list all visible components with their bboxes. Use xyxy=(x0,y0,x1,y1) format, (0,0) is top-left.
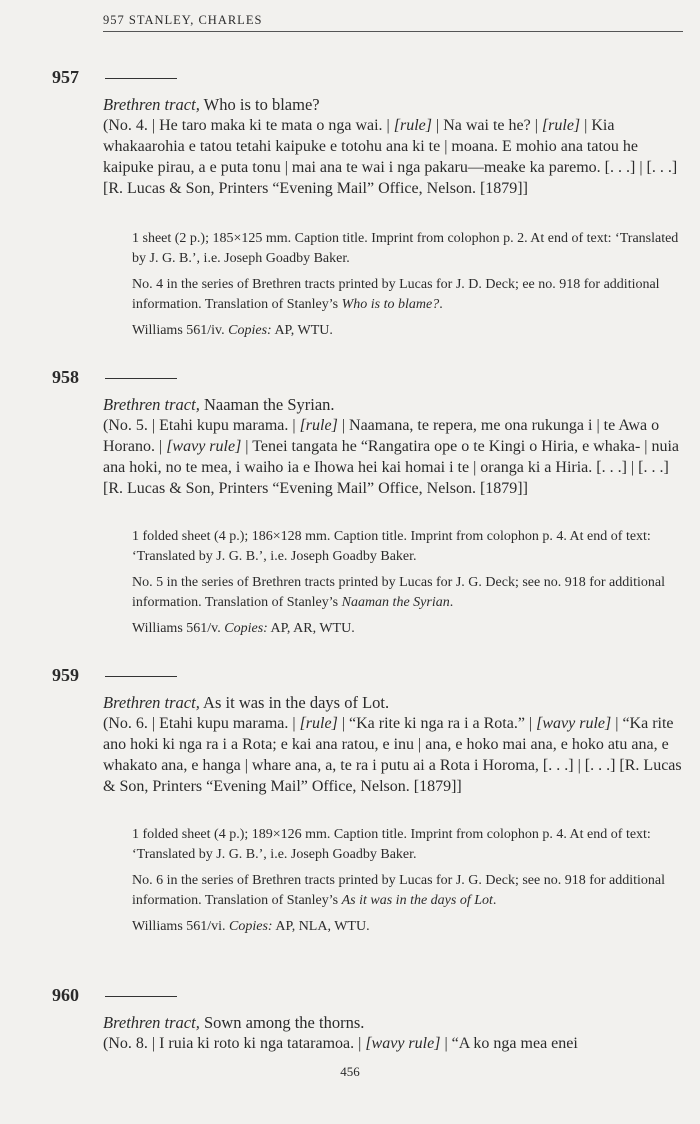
title-italic: Brethren tract, xyxy=(103,1013,200,1032)
transcription xyxy=(103,415,685,499)
entry-number: 959 xyxy=(52,665,79,685)
text-run: . xyxy=(449,595,454,610)
title-rest: Who is to blame? xyxy=(199,95,320,114)
copies-label: Copies: xyxy=(224,621,268,636)
text-run: . xyxy=(439,297,443,312)
title-italic: Brethren tract, xyxy=(103,95,200,114)
italic-run: [rule] xyxy=(299,417,338,434)
title-rest: As it was in the days of Lot. xyxy=(199,693,390,712)
copies-label: Copies: xyxy=(228,323,272,338)
entry-title xyxy=(103,394,688,415)
copies-list: AP, WTU. xyxy=(274,323,333,338)
entry-title xyxy=(103,1012,688,1033)
text-run: | Naamana, te repera, me ona rukunga i | te Awa o Horano. | xyxy=(103,417,660,455)
references xyxy=(132,619,686,639)
page-number: 456 xyxy=(340,1064,360,1079)
italic-run: [wavy rule] xyxy=(536,715,612,732)
physical-description: 1 sheet (2 p.); 185×125 mm. Caption title. Imprint from colophon p. 2. At end of text: ‘Translated by J. G. B.’, i.e. Joseph Goadby Baker. xyxy=(132,231,679,266)
entry-notes xyxy=(132,527,686,645)
title-italic: Brethren tract, xyxy=(103,693,200,712)
italic-run: [wavy rule] xyxy=(166,438,242,455)
text-run: | “Ka rite ki nga ra i a Rota.” | xyxy=(337,715,537,732)
italic-run: [rule] xyxy=(393,117,432,134)
entry-number: 958 xyxy=(52,367,79,387)
running-head: 957 STANLEY, CHARLES xyxy=(103,13,683,32)
entry-number: 960 xyxy=(52,985,79,1005)
transcription xyxy=(103,713,685,797)
references xyxy=(132,321,686,341)
title-rest: Sown among the thorns. xyxy=(199,1013,365,1032)
text-run: | “A ko nga mea enei xyxy=(440,1035,578,1052)
text-run: | “Ka rite ano hoki ki nga ra i a Rota; e kai ana ratou, e inu | ana, e hoko mai ana, e hoko atu ana, e whakato ana, e hanga | whare ana, a, te ra i putu ai a Rota i Horoma, [. . .] | [. . .] [R. Lucas & Son, Printers “Evening Mail” Office, Nelson. [1879]] xyxy=(103,715,682,795)
series-note xyxy=(132,275,686,315)
transcription xyxy=(103,1033,685,1054)
text-run: No. 5 in the series of Brethren tracts printed by Lucas for J. G. Deck; see no. 918 for additional information. Translation of Stanley’s xyxy=(132,575,666,610)
entry-dash-rule xyxy=(105,378,177,379)
references xyxy=(132,917,686,937)
copies-list: AP, NLA, WTU. xyxy=(275,919,370,934)
text-run: | Kia whakaarohia e tatou tetahi kaipuke e totohu ana ki te | moana. E mohio ana tatou he kaipuke pirau, a e puta tonu | mai ana te wai i nga pakaru—meake ka paremo. [. . .] | [. . .] [R. Lucas & Son, Printers “Evening Mail” Office, Nelson. [1879]] xyxy=(103,117,678,197)
text-run: | Tenei tangata he “Rangatira ope o te Kingi o Hiria, e whaka- | nuia ana hoki, no te mea, i waiho ia e Ihowa hei kai homai i te | oranga ki a Hiria. [. . .] | [. . .] [R. Lucas & Son, Printers “Evening Mail” Office, Nelson. [1879]] xyxy=(103,438,680,497)
entry-notes xyxy=(132,229,686,347)
italic-run: [rule] xyxy=(299,715,338,732)
italic-run: Who is to blame? xyxy=(341,297,440,312)
entry-dash-rule xyxy=(105,676,177,677)
text-run: (No. 6. | Etahi kupu marama. | xyxy=(103,715,300,732)
text-run: No. 6 in the series of Brethren tracts printed by Lucas for J. G. Deck; see no. 918 for additional information. Translation of Stanley’s xyxy=(132,873,666,908)
italic-run: [rule] xyxy=(541,117,581,134)
series-note xyxy=(132,573,686,613)
williams-ref: Williams 561/vi. xyxy=(132,919,226,934)
text-run: . xyxy=(492,893,497,908)
text-run: No. 4 in the series of Brethren tracts printed by Lucas for J. D. Deck; ee no. 918 for additional information. Translation of Stanley’s xyxy=(132,277,660,312)
williams-ref: Williams 561/iv. xyxy=(132,323,225,338)
physical-description: 1 folded sheet (4 p.); 189×126 mm. Caption title. Imprint from colophon p. 4. At end of text: ‘Translated by J. G. B.’, i.e. Joseph Goadby Baker. xyxy=(132,827,651,862)
copies-label: Copies: xyxy=(229,919,273,934)
italic-run: As it was in the days of Lot xyxy=(341,893,493,908)
entry-dash-rule xyxy=(105,78,177,79)
italic-run: Naaman the Syrian xyxy=(341,595,450,610)
entry-dash-rule xyxy=(105,996,177,997)
williams-ref: Williams 561/v. xyxy=(132,621,221,636)
title-italic: Brethren tract, xyxy=(103,395,200,414)
entry-number: 957 xyxy=(52,67,79,87)
series-note xyxy=(132,871,686,911)
entry-notes xyxy=(132,825,686,943)
text-run: (No. 5. | Etahi kupu marama. | xyxy=(103,417,300,434)
text-run: | Na wai te he? | xyxy=(432,117,542,134)
entry-title xyxy=(103,692,688,713)
text-run: (No. 4. | He taro maka ki te mata o nga wai. | xyxy=(103,117,394,134)
title-rest: Naaman the Syrian. xyxy=(199,395,335,414)
italic-run: [wavy rule] xyxy=(365,1035,441,1052)
entry-title xyxy=(103,94,688,115)
transcription xyxy=(103,115,685,199)
physical-description: 1 folded sheet (4 p.); 186×128 mm. Caption title. Imprint from colophon p. 4. At end of text: ‘Translated by J. G. B.’, i.e. Joseph Goadby Baker. xyxy=(132,529,651,564)
text-run: (No. 8. | I ruia ki roto ki nga tataramoa. | xyxy=(103,1035,366,1052)
copies-list: AP, AR, WTU. xyxy=(270,621,355,636)
